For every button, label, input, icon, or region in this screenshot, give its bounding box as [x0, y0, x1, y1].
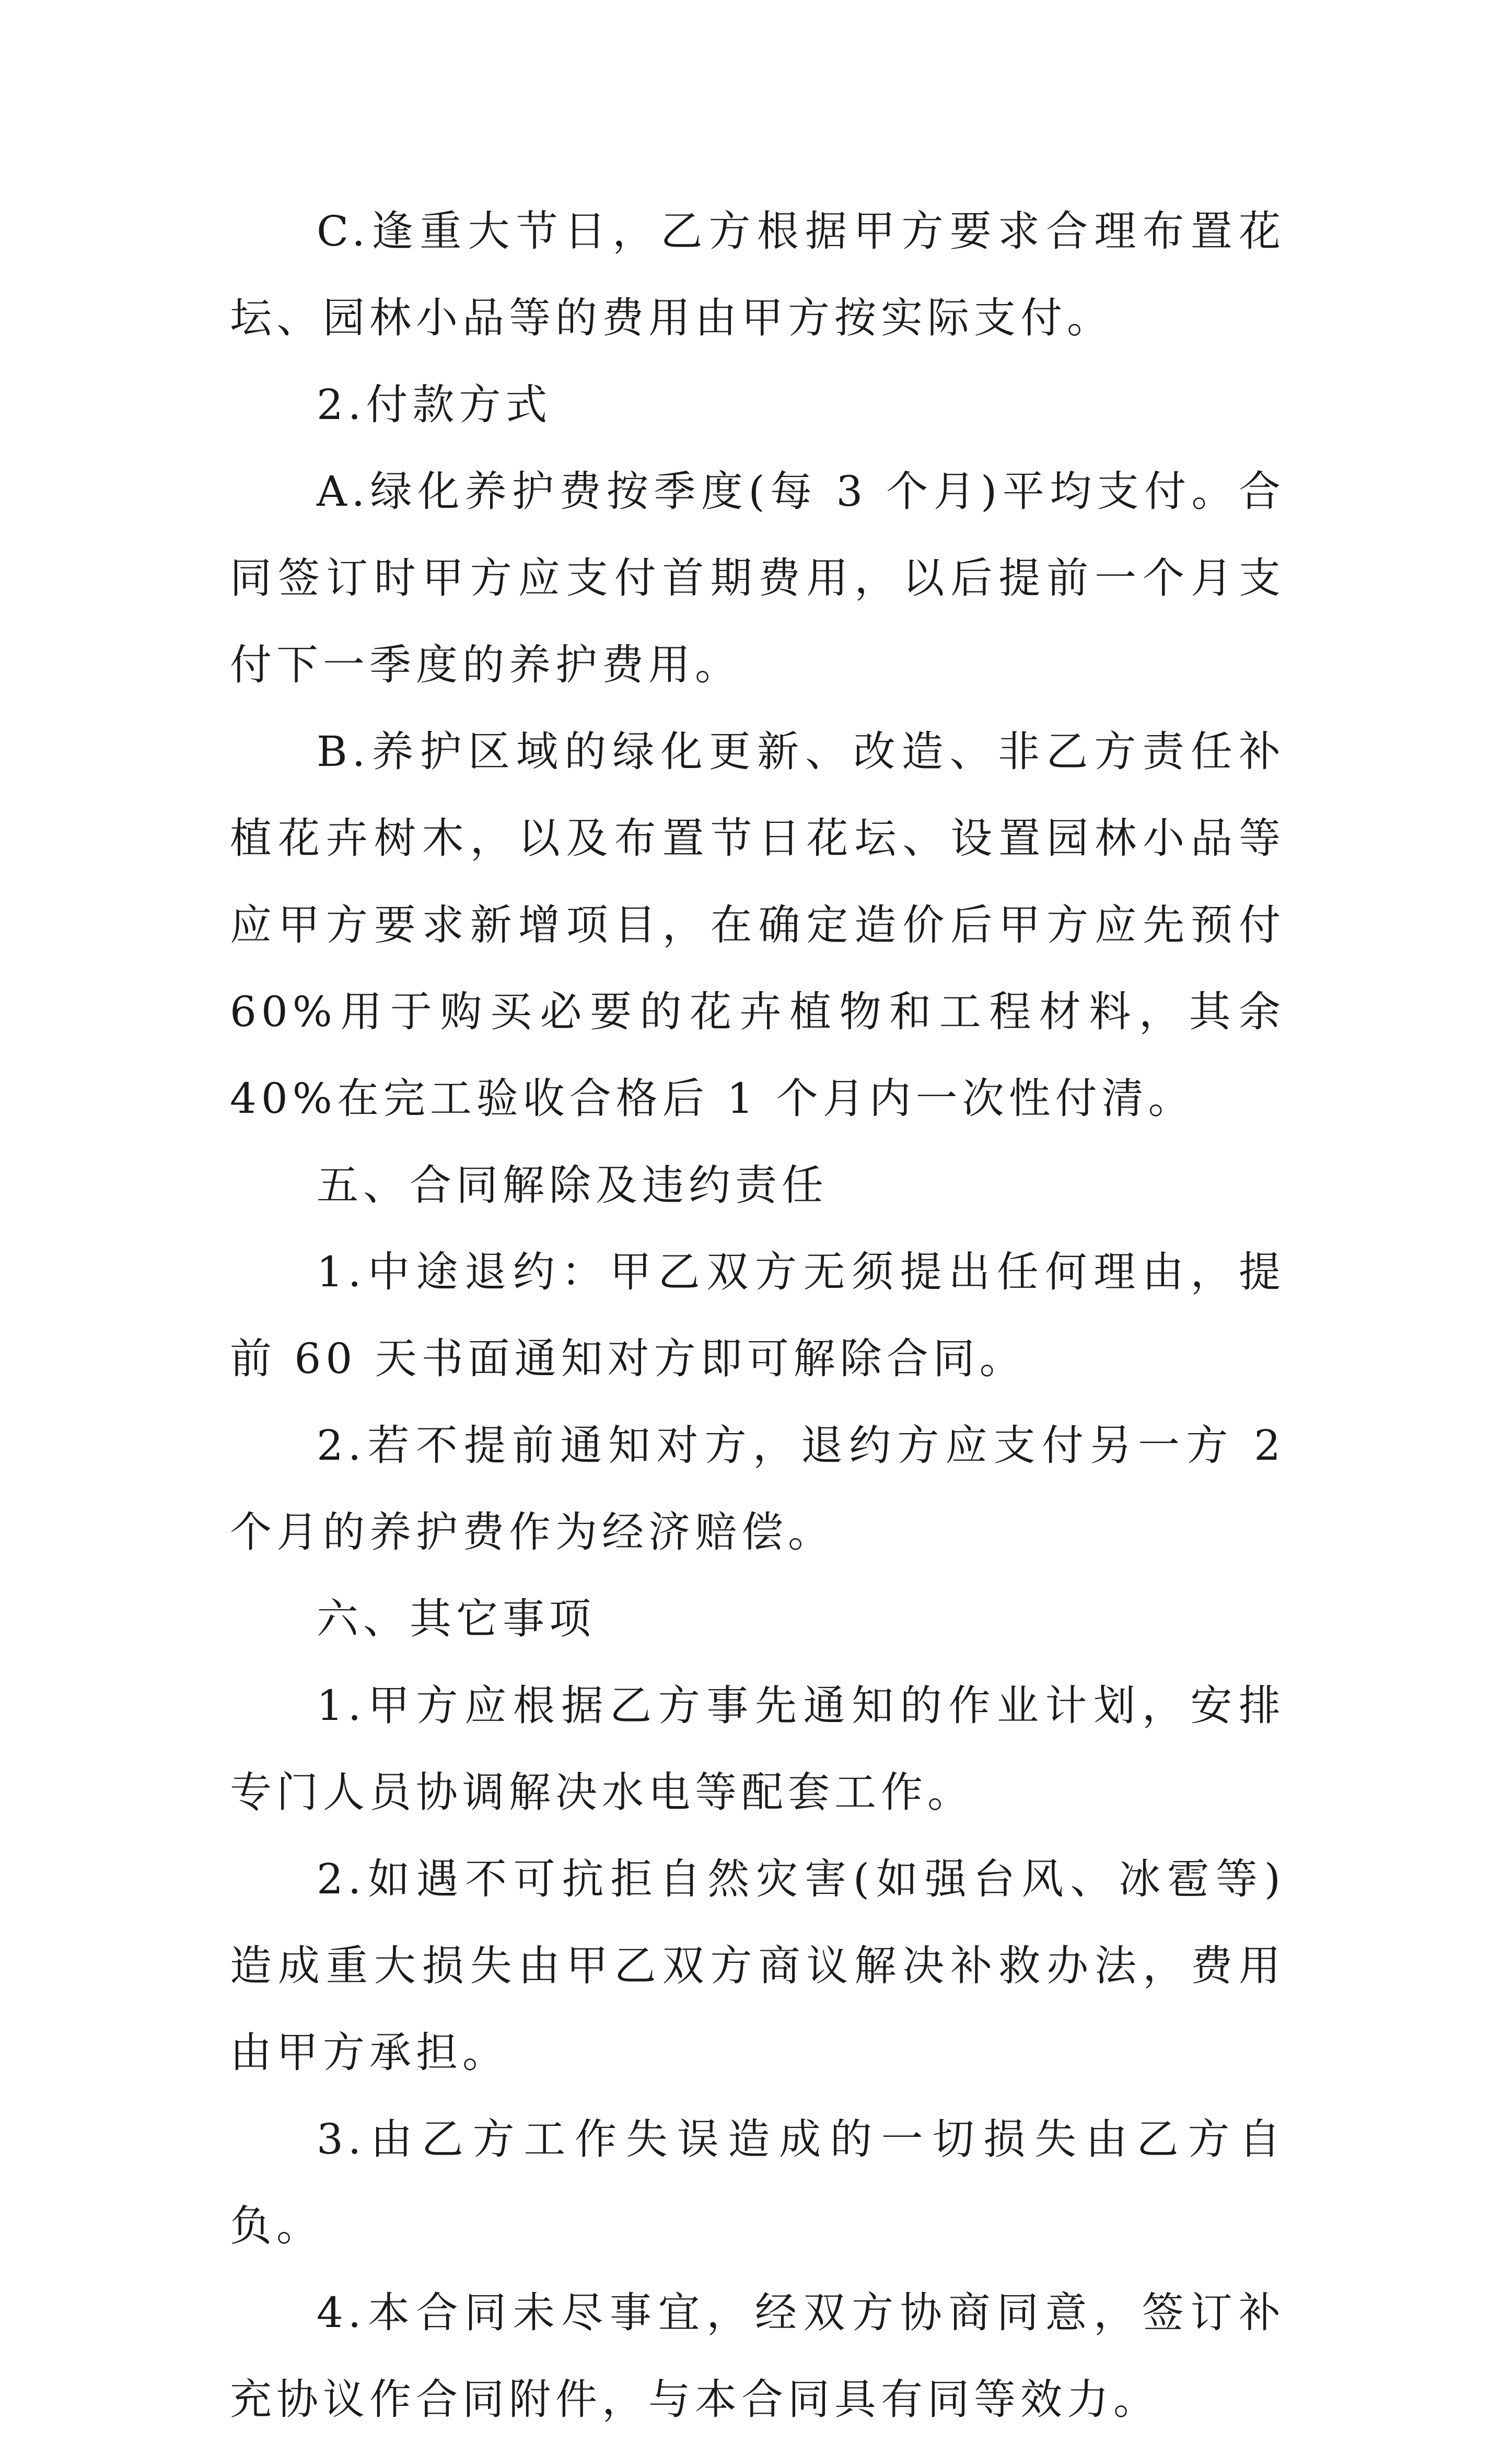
heading-other-matters: 六、其它事项 — [317, 1595, 596, 1643]
paragraph-early-termination: 1.中途退约：甲乙双方无须提出任何理由，提前 60 天书面通知对方即可解除合同。 — [230, 1248, 1285, 1383]
heading-termination-liability: 五、合同解除及违约责任 — [317, 1161, 828, 1209]
heading-payment-method: 2.付款方式 — [317, 380, 552, 429]
paragraph-new-project-payment: B.养护区域的绿化更新、改造、非乙方责任补植花卉树木，以及布置节日花坛、设置园林小品等应甲方要求新增项目，在确定造价后甲方应先预付 60%用于购买必要的花卉植物和工程材料，其余 40%在完工验收合格后 1 个月内一次性付清。 — [230, 727, 1285, 1123]
document-page — [230, 188, 1285, 2443]
paragraph-quarterly-payment: A.绿化养护费按季度(每 3 个月)平均支付。合同签订时甲方应支付首期费用，以后提前一个月支付下一季度的养护费用。 — [230, 467, 1285, 689]
paragraph-coordination: 1.甲方应根据乙方事先通知的作业计划，安排专门人员协调解决水电等配套工作。 — [230, 1681, 1285, 1817]
paragraph-holiday-flowerbed-fee: C.逢重大节日，乙方根据甲方要求合理布置花坛、园林小品等的费用由甲方按实际支付。 — [230, 207, 1285, 342]
paragraph-supplementary-agreement: 4.本合同未尽事宜，经双方协商同意，签订补充协议作合同附件，与本合同具有同等效力。 — [230, 2288, 1285, 2424]
paragraph-force-majeure: 2.如遇不可抗拒自然灾害(如强台风、冰雹等)造成重大损失由甲乙双方商议解决补救办法，费用由甲方承担。 — [230, 1855, 1285, 2077]
paragraph-compensation: 2.若不提前通知对方，退约方应支付另一方 2 个月的养护费作为经济赔偿。 — [230, 1421, 1285, 1556]
paragraph-party-b-fault: 3.由乙方工作失误造成的一切损失由乙方自负。 — [230, 2115, 1285, 2250]
